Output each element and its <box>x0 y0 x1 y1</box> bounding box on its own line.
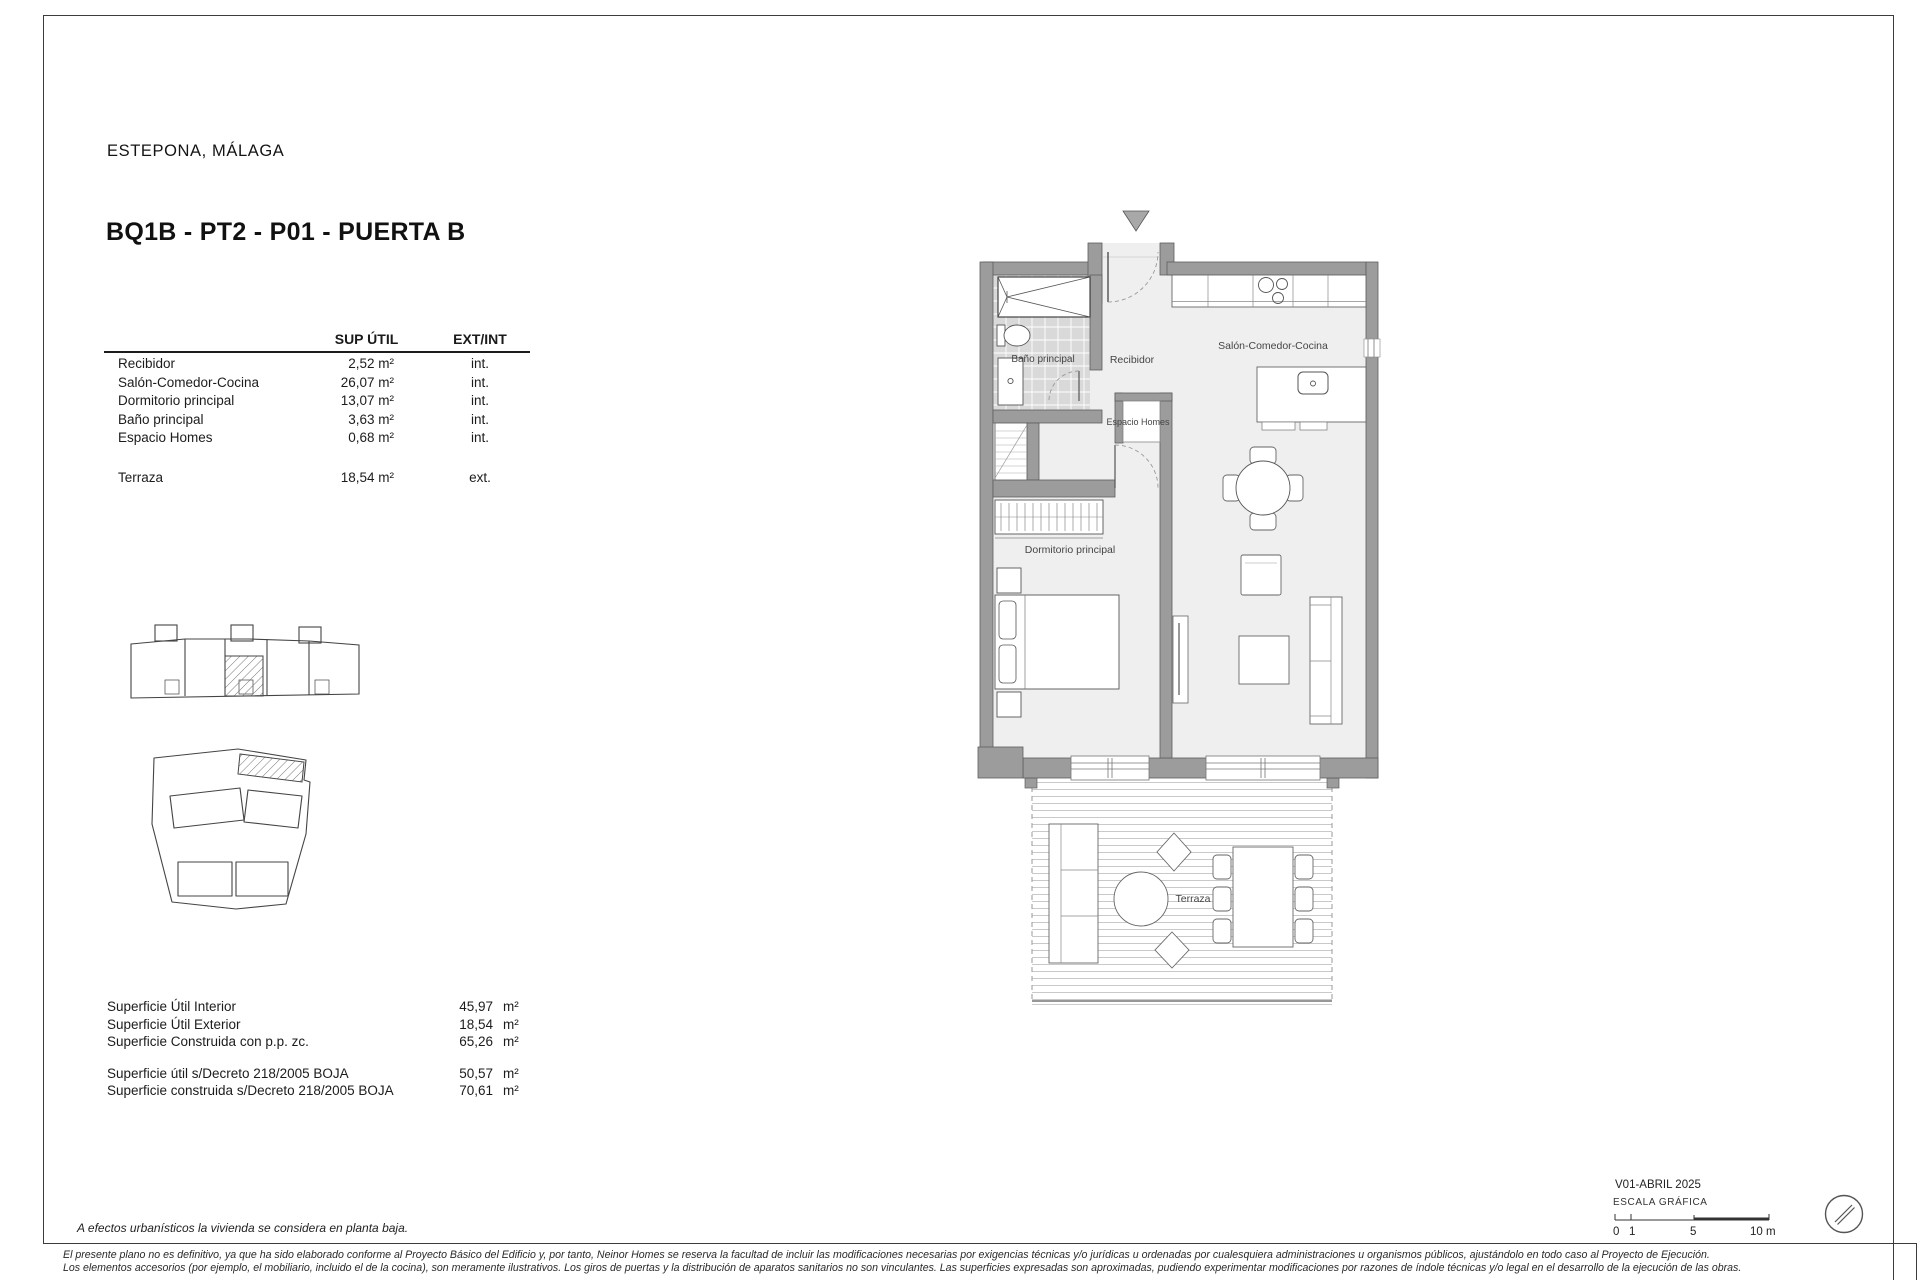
table-row <box>104 430 530 449</box>
surface-summary <box>107 999 527 1101</box>
summary-unit: m² <box>503 1016 519 1032</box>
table-row <box>104 356 530 375</box>
location-label: ESTEPONA, MÁLAGA <box>107 142 285 160</box>
table-row-spacer <box>104 449 530 470</box>
summary-gap <box>107 1052 527 1066</box>
summary-value: 50,57 <box>459 1065 493 1081</box>
room-area: 26,07 m² <box>340 374 394 390</box>
summary-row <box>107 1034 527 1052</box>
storage-closet <box>995 423 1027 480</box>
summary-unit: m² <box>503 999 519 1014</box>
room-area: 2,52 m² <box>348 356 394 371</box>
floor-plan <box>975 195 1405 1025</box>
sheet-border-top <box>43 15 1893 16</box>
summary-value: 65,26 <box>459 1034 493 1050</box>
wardrobe <box>995 500 1103 538</box>
sofa <box>1310 597 1342 724</box>
bed <box>995 595 1119 689</box>
tv-unit <box>1173 616 1188 703</box>
area-table-header <box>104 331 530 350</box>
site-plan-diagram <box>140 746 330 918</box>
room-type: int. <box>470 374 489 390</box>
summary-value: 70,61 <box>459 1083 493 1099</box>
summary-row <box>107 1017 527 1035</box>
scale-tick: 1 <box>1629 1226 1636 1238</box>
outdoor-sofa <box>1049 824 1098 963</box>
room-type: ext. <box>469 469 491 485</box>
room-type: int. <box>470 356 489 371</box>
room-name: Recibidor <box>118 356 176 371</box>
sheet-border-right-outer <box>1916 1243 1917 1280</box>
summary-value: 18,54 <box>459 1016 493 1032</box>
table-row <box>104 375 530 394</box>
urban-footnote: A efectos urbanísticos la vivienda se considera en planta baja. <box>77 1221 409 1235</box>
summary-row <box>107 1066 527 1084</box>
room-label-terraza: Terraza <box>1175 893 1211 905</box>
summary-unit: m² <box>503 1034 519 1050</box>
disclaimer-line-2: Los elementos accesorios (por ejemplo, el mobiliario, incluido el de la cocina), son meramente ilustrativos. Los giros de puertas y la distribución de aparatos sanitarios no son vinculantes. Las superficies expresadas son aproximadas, pudiendo experimentar modificaciones por razones de índole técnicas y/o legal en el desarrollo de la ejecución de las obras. <box>63 1262 1742 1274</box>
subject-unit-hatch <box>225 656 263 696</box>
scale-bar <box>1610 1212 1785 1224</box>
scale-tick: 5 <box>1690 1226 1697 1238</box>
summary-value: 45,97 <box>459 999 493 1014</box>
north-indicator-icon <box>1820 1190 1868 1238</box>
room-label-bano: Baño principal <box>1011 354 1075 365</box>
outdoor-round-table <box>1114 872 1168 926</box>
summary-label: Superficie Útil Interior <box>107 999 237 1014</box>
scale-label: ESCALA GRÁFICA <box>1613 1197 1708 1208</box>
room-area: 0,68 m² <box>348 430 394 446</box>
room-type: int. <box>470 430 489 446</box>
room-area: 3,63 m² <box>348 411 394 427</box>
col-header-sup-util: SUP ÚTIL <box>334 331 399 347</box>
room-type: int. <box>470 393 489 409</box>
summary-unit: m² <box>503 1065 519 1081</box>
entry-arrow-icon <box>1123 211 1149 231</box>
scale-tick-labels <box>1610 1226 1785 1240</box>
room-label-recibidor: Recibidor <box>1109 354 1155 366</box>
table-row <box>104 412 530 431</box>
sheet-border-right <box>1893 15 1894 1280</box>
page-title: BQ1B - PT2 - P01 - PUERTA B <box>106 218 466 246</box>
kitchen-island <box>1257 367 1366 430</box>
col-header-ext-int: EXT/INT <box>453 331 507 347</box>
table-row <box>104 393 530 412</box>
scale-tick: 10 m <box>1750 1226 1776 1238</box>
room-area: 18,54 m² <box>340 469 394 485</box>
summary-label: Superficie Construida con p.p. zc. <box>107 1034 309 1050</box>
version-label: V01-ABRIL 2025 <box>1615 1179 1701 1191</box>
room-name: Espacio Homes <box>118 430 213 446</box>
sheet-border-bottom <box>43 1243 1916 1244</box>
room-name: Baño principal <box>118 411 204 427</box>
room-area: 13,07 m² <box>340 393 394 409</box>
summary-label: Superficie Útil Exterior <box>107 1016 241 1032</box>
room-name: Dormitorio principal <box>118 393 235 409</box>
summary-row <box>107 1083 527 1101</box>
summary-label: Superficie útil s/Decreto 218/2005 BOJA <box>107 1065 349 1081</box>
summary-unit: m² <box>503 1083 519 1099</box>
bedroom-furniture <box>995 500 1119 717</box>
summary-row <box>107 999 527 1017</box>
outdoor-dining-set <box>1213 847 1313 947</box>
room-type: int. <box>470 411 489 427</box>
room-label-espacio: Espacio Homes <box>1106 417 1170 427</box>
disclaimer-line-1: El presente plano no es definitivo, ya que ha sido elaborado conforme al Proyecto Básico del Edificio y, por tanto, Neinor Homes se reserva la facultad de incluir las modificaciones necesarias por exigencias técnicas y/o jurídicas u ordenadas por cualesquiera administraciones u organismos públicos, ajustándolo en todo caso al Proyecto de Ejecución. <box>63 1249 1710 1261</box>
room-name: Salón-Comedor-Cocina <box>118 374 260 390</box>
scale-tick: 0 <box>1613 1226 1620 1238</box>
table-rule <box>104 351 530 353</box>
kitchen-counter <box>1172 275 1366 307</box>
room-name: Terraza <box>118 469 164 485</box>
room-label-salon: Salón-Comedor-Cocina <box>1218 340 1328 352</box>
summary-label: Superficie construida s/Decreto 218/2005 BOJA <box>107 1083 394 1099</box>
building-strip-diagram <box>127 616 365 720</box>
room-label-dormitorio: Dormitorio principal <box>1024 544 1116 556</box>
area-table <box>104 331 530 489</box>
area-table-body <box>104 356 530 489</box>
table-row <box>104 470 530 489</box>
sheet-border-left <box>43 15 44 1243</box>
